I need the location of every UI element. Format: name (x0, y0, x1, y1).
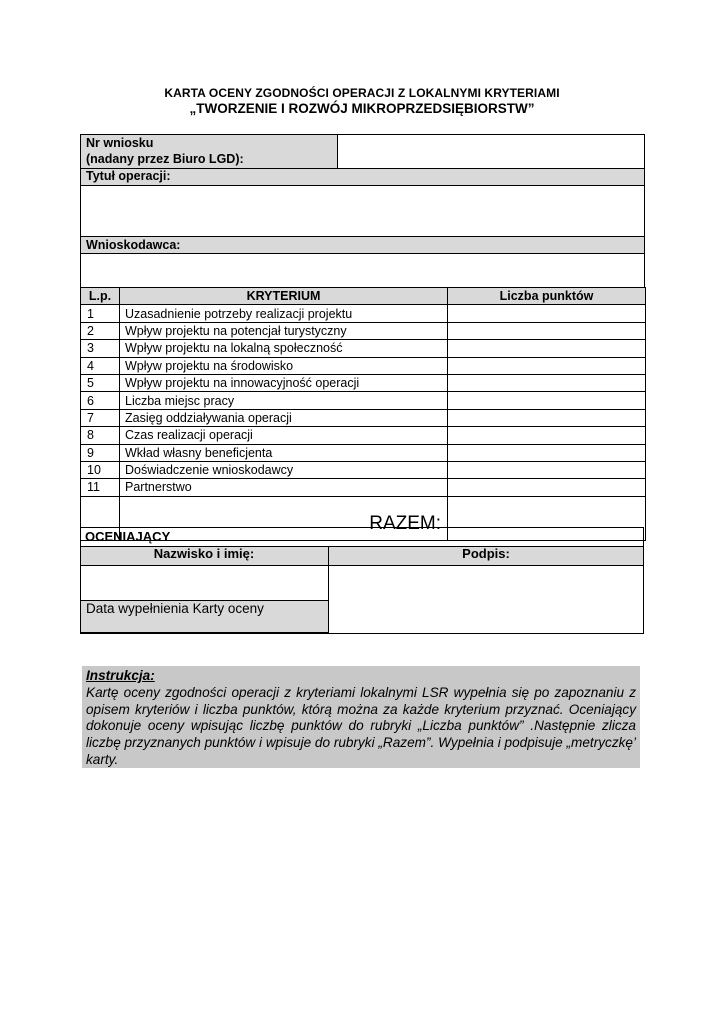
table-row (81, 427, 646, 444)
criterion-name: Wpływ projektu na środowisko (120, 357, 448, 374)
signature-field[interactable] (328, 565, 644, 634)
row-number: 6 (81, 392, 120, 409)
points-input-cell[interactable] (448, 374, 646, 391)
wnioskodawca-label: Wnioskodawca: (86, 238, 181, 252)
criteria-table (80, 287, 646, 541)
table-row (81, 409, 646, 426)
row-number: 4 (81, 357, 120, 374)
table-row (81, 305, 646, 322)
table-row (81, 444, 646, 461)
table-row (81, 340, 646, 357)
row-number: 2 (81, 322, 120, 339)
points-input-cell[interactable] (448, 357, 646, 374)
kryterium-header: KRYTERIUM (120, 288, 448, 305)
points-input-cell[interactable] (448, 340, 646, 357)
table-row (81, 357, 646, 374)
evaluator-title: OCENIAJĄCY (85, 529, 171, 544)
table-row (81, 479, 646, 496)
points-input-cell[interactable] (448, 322, 646, 339)
tytul-operacji-label: Tytuł operacji: (86, 169, 171, 183)
instructions-box (82, 666, 640, 768)
points-header: Liczba punktów (448, 288, 646, 305)
criterion-name: Partnerstwo (120, 479, 448, 496)
row-number: 11 (81, 479, 120, 496)
points-input-cell[interactable] (448, 444, 646, 461)
points-input-cell[interactable] (448, 305, 646, 322)
criterion-name: Czas realizacji operacji (120, 427, 448, 444)
points-input-cell[interactable] (448, 461, 646, 478)
row-number: 10 (81, 461, 120, 478)
nr-wniosku-value-field[interactable] (337, 134, 645, 169)
table-row (81, 322, 646, 339)
criteria-header-row (81, 288, 646, 305)
row-number: 9 (81, 444, 120, 461)
criterion-name: Wkład własny beneficjenta (120, 444, 448, 461)
criterion-name: Wpływ projektu na innowacyjność operacji (120, 374, 448, 391)
row-number: 3 (81, 340, 120, 357)
document-subtitle: „TWORZENIE I ROZWÓJ MIKROPRZEDSIĘBIORSTW” (189, 101, 535, 116)
signature-header-label: Podpis: (462, 546, 510, 561)
points-input-cell[interactable] (448, 427, 646, 444)
criterion-name: Liczba miejsc pracy (120, 392, 448, 409)
lp-header: L.p. (81, 288, 120, 305)
name-field[interactable] (80, 565, 329, 601)
criterion-name: Wpływ projektu na lokalną społeczność (120, 340, 448, 357)
criterion-name: Doświadczenie wnioskodawcy (120, 461, 448, 478)
points-input-cell[interactable] (448, 479, 646, 496)
date-label: Data wypełnienia Karty oceny (86, 601, 264, 616)
criterion-name: Wpływ projektu na potencjał turystyczny (120, 322, 448, 339)
table-row (81, 461, 646, 478)
points-input-cell[interactable] (448, 409, 646, 426)
row-number: 5 (81, 374, 120, 391)
criterion-name: Uzasadnienie potrzeby realizacji projektu (120, 305, 448, 322)
instructions-heading: Instrukcja: (86, 668, 155, 683)
total-label: RAZEM: (120, 496, 448, 540)
row-number: 8 (81, 427, 120, 444)
nr-wniosku-sublabel: (nadany przez Biuro LGD): (86, 152, 244, 166)
row-number: 7 (81, 409, 120, 426)
name-header-label: Nazwisko i imię: (153, 546, 255, 561)
table-row (81, 392, 646, 409)
wnioskodawca-field[interactable] (80, 253, 645, 288)
instructions-text: Kartę oceny zgodności operacji z kryteriami lokalnymi LSR wypełnia się po zapoznaniu z opisem kryteriów i liczba punktów, którą można za każde kryterium przyznać. Oceniający dokonuje oceny wpisując liczbę punktów do rubryki „Liczba punktów” .Następnie zlicza liczbę przyznanych punktów i wpisuje do rubryki „Razem”. Wypełnia i podpisuje „metryczkę’ karty. (86, 684, 637, 767)
document-title: KARTA OCENY ZGODNOŚCI OPERACJI Z LOKALNYMI KRYTERIAMI (164, 86, 560, 100)
table-row (81, 374, 646, 391)
row-number: 1 (81, 305, 120, 322)
criterion-name: Zasięg oddziaływania operacji (120, 409, 448, 426)
points-input-cell[interactable] (448, 392, 646, 409)
nr-wniosku-label: Nr wniosku (86, 136, 154, 150)
tytul-operacji-field[interactable] (80, 185, 645, 237)
